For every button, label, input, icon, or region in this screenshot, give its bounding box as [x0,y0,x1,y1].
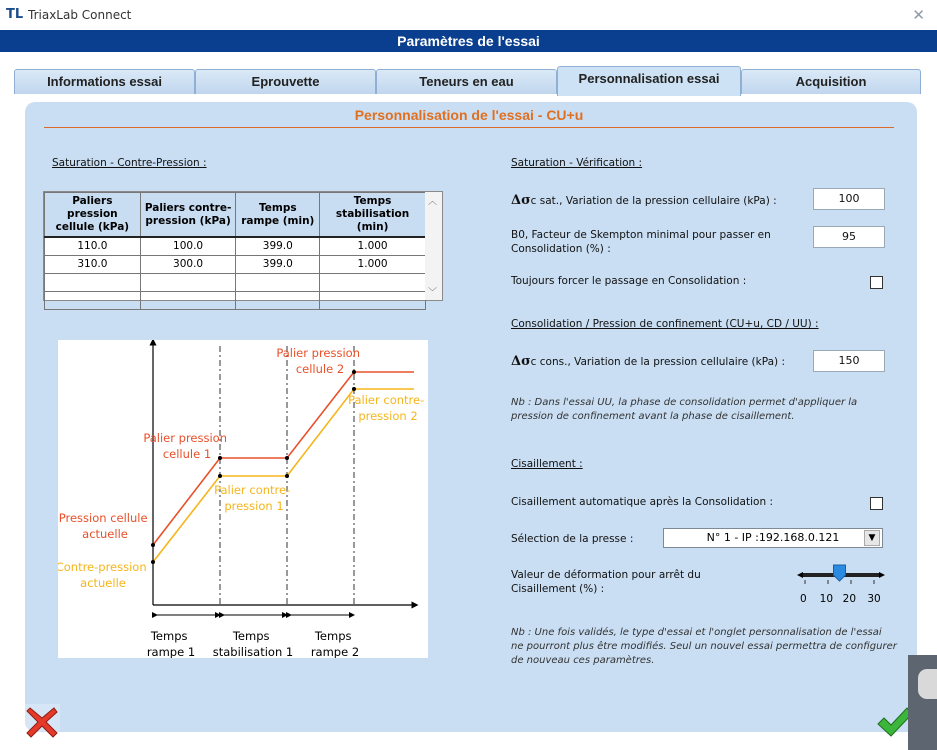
scroll-down-icon[interactable]: ﹀ [428,288,438,298]
contre-point [151,560,155,564]
svg-text:Palier pression cellule [276,346,363,376]
table-cell[interactable] [140,291,236,309]
consolidation-heading: Consolidation / Pression de confinement (CU+u, CD / UU) : [511,318,819,330]
svg-text:Pression cellule actuell [59,511,151,541]
auto-shear-label: Cisaillement automatique après la Consolidation : [511,496,773,508]
nb-uu-line2: pression de confinement avant la phase de cisaillement. [511,411,795,422]
cellule-point [285,456,289,460]
label-palier-contre-1-a: Palier contre- [214,483,291,497]
nb-final-line1: Nb : Une fois validés, le type d'essai et l'onglet personnalisation de l'essai [511,627,882,638]
col-header-contre[interactable]: Paliers contre-pression (kPa) [140,193,236,238]
saturation-heading: Saturation - Contre-Pression : [52,157,207,169]
paliers-grid [44,192,426,310]
force-consolidation-label: Toujours forcer le passage en Consolidation : [511,275,747,287]
label-pression-actuelle-b: actuelle [82,527,128,541]
contre-point [218,474,222,478]
nb-final-line2: ne pourront plus être modifiés. Seul un nouvel essai permettra de configurer [511,641,897,652]
delta-sat-text: c sat., Variation de la pression cellulaire (kPa) : [530,195,777,207]
press-select-value: N° 1 - IP :192.168.0.121 [706,531,840,544]
deformation-slider[interactable] [795,564,887,608]
sat-verif-heading: Saturation - Vérification : [511,157,643,169]
label-palier-contre-1-b: pression 1 [224,499,284,513]
auto-shear-checkbox[interactable] [870,497,883,510]
delta-sat-label [511,194,777,208]
press-select[interactable] [663,528,883,548]
table-row [45,291,426,309]
table-scrollbar[interactable] [425,192,442,300]
phase-3-label-a: Temps [314,629,352,643]
chevron-down-icon[interactable]: ▼ [864,530,880,546]
table-cell[interactable] [236,273,320,291]
b0-input[interactable]: 95 [813,226,885,248]
table-cell[interactable] [236,291,320,309]
side-avatar-panel [908,655,937,750]
tab-personnalisation-essai[interactable]: Personnalisation essai [557,66,741,96]
phase-1-label-b: rampe 1 [146,645,196,658]
press-selection-label: Sélection de la presse : [511,533,634,545]
deform-label-line2: Cisaillement (%) : [511,583,605,595]
cisaillement-heading: Cisaillement : [511,458,583,470]
tab-eprouvette[interactable]: Eprouvette [195,69,376,94]
scroll-up-icon[interactable]: ︿ [428,197,438,207]
table-row [45,237,426,255]
nb-uu-line1: Nb : Dans l'essai UU, la phase de consolidation permet d'appliquer la [511,397,858,408]
delta-sat-input[interactable]: 100 [813,188,885,210]
tab-acquisition[interactable]: Acquisition [741,69,921,94]
tab-informations-essai[interactable]: Informations essai [14,69,195,94]
tab-strip [14,66,921,94]
label-palier-cellule-1-b: cellule 1 [162,447,212,461]
label-palier-contre-2-b: pression 2 [358,409,418,423]
svg-text:0 10 20 30 [800,593,881,605]
phase-3-label-b: rampe 2 [310,645,360,658]
table-cell[interactable]: 100.0 [140,237,236,255]
svg-text:Temps rampe 2 [311,629,359,658]
label-palier-cellule-1-a: Palier pression [143,431,228,445]
app-logo-icon: TL [6,7,24,22]
col-header-rampe[interactable]: Temps rampe (min) [236,193,320,238]
svg-text:Palier contre- pression [348,393,428,423]
svg-text:Palier contre- pression [214,483,294,513]
col-header-stabilisation[interactable]: Temps stabilisation (min) [320,193,426,238]
slider-thumb[interactable] [834,565,846,581]
cellule-point [151,543,155,547]
avatar [918,669,937,699]
window-titlebar [0,0,937,30]
table-row [45,255,426,273]
window-title: TriaxLab Connect [28,8,132,22]
label-contre-actuelle-a: Contre-pression [58,560,147,574]
table-cell[interactable]: 300.0 [140,255,236,273]
label-palier-contre-2-a: Palier contre- [348,393,425,407]
table-cell[interactable] [320,291,426,309]
paliers-table[interactable] [43,191,443,301]
table-cell[interactable] [320,273,426,291]
force-consolidation-checkbox[interactable] [870,276,883,289]
slider-right-arrow-icon [879,572,885,578]
label-palier-cellule-2-a: Palier pression [276,346,361,360]
cancel-x-icon [22,702,62,742]
b0-label-line2: Consolidation (%) : [511,243,611,255]
table-cell[interactable] [140,273,236,291]
slider-tick-30: 30 [867,593,881,605]
pressure-diagram [58,340,428,658]
delta-cons-label [511,355,785,369]
table-cell[interactable] [45,291,141,309]
cellule-point [352,370,356,374]
cellule-point [218,456,222,460]
table-cell[interactable]: 310.0 [45,255,141,273]
phase-2-label-a: Temps [232,629,270,643]
col-header-cellule[interactable]: Paliers pression cellule (kPa) [45,193,141,238]
svg-text:Palier pression cellule [143,431,230,461]
b0-label-line1: B0, Facteur de Skempton minimal pour passer en [511,229,771,241]
slider-tick-0: 0 [799,593,807,605]
table-cell[interactable] [45,273,141,291]
contre-point [285,474,289,478]
phase-2-label-b: stabilisation 1 [212,645,294,658]
tab-teneurs-en-eau[interactable]: Teneurs en eau [376,69,557,94]
slider-left-arrow-icon [797,572,803,578]
delta-cons-input[interactable]: 150 [813,350,885,372]
pressure-diagram-svg [58,340,428,658]
delta-sigma-symbol: Δσ [511,193,531,208]
table-cell[interactable]: 399.0 [236,255,320,273]
cancel-button[interactable] [22,702,62,742]
delta-cons-text: c cons., Variation de la pression cellulaire (kPa) : [530,356,785,368]
section-title: Personnalisation de l'essai - CU+u [44,107,894,128]
phase-1-label-a: Temps [150,629,188,643]
close-window-icon[interactable]: ✕ [912,6,925,24]
slider-tick-10: 10 [819,593,834,605]
label-palier-cellule-2-b: cellule 2 [295,362,345,376]
contre-point [352,387,356,391]
table-cell[interactable]: 1.000 [320,255,426,273]
label-pression-actuelle-a: Pression cellule [58,511,148,525]
svg-text:Temps rampe 1 [147,629,195,658]
nb-final-line3: de nouveau ces paramètres. [511,655,655,666]
svg-text:Temps stabilisation 1 [213,629,293,658]
slider-tick-20: 20 [842,593,857,605]
table-row [45,273,426,291]
delta-sigma-symbol: Δσ [511,354,531,369]
table-cell[interactable]: 110.0 [45,237,141,255]
table-cell[interactable]: 399.0 [236,237,320,255]
dialog-title: Paramètres de l'essai [0,30,937,52]
deformation-slider-svg [795,564,887,608]
svg-text:Contre-pression actuelle [58,560,150,590]
deform-label-line1: Valeur de déformation pour arrêt du [511,569,701,581]
table-cell[interactable]: 1.000 [320,237,426,255]
label-contre-actuelle-b: actuelle [80,576,126,590]
